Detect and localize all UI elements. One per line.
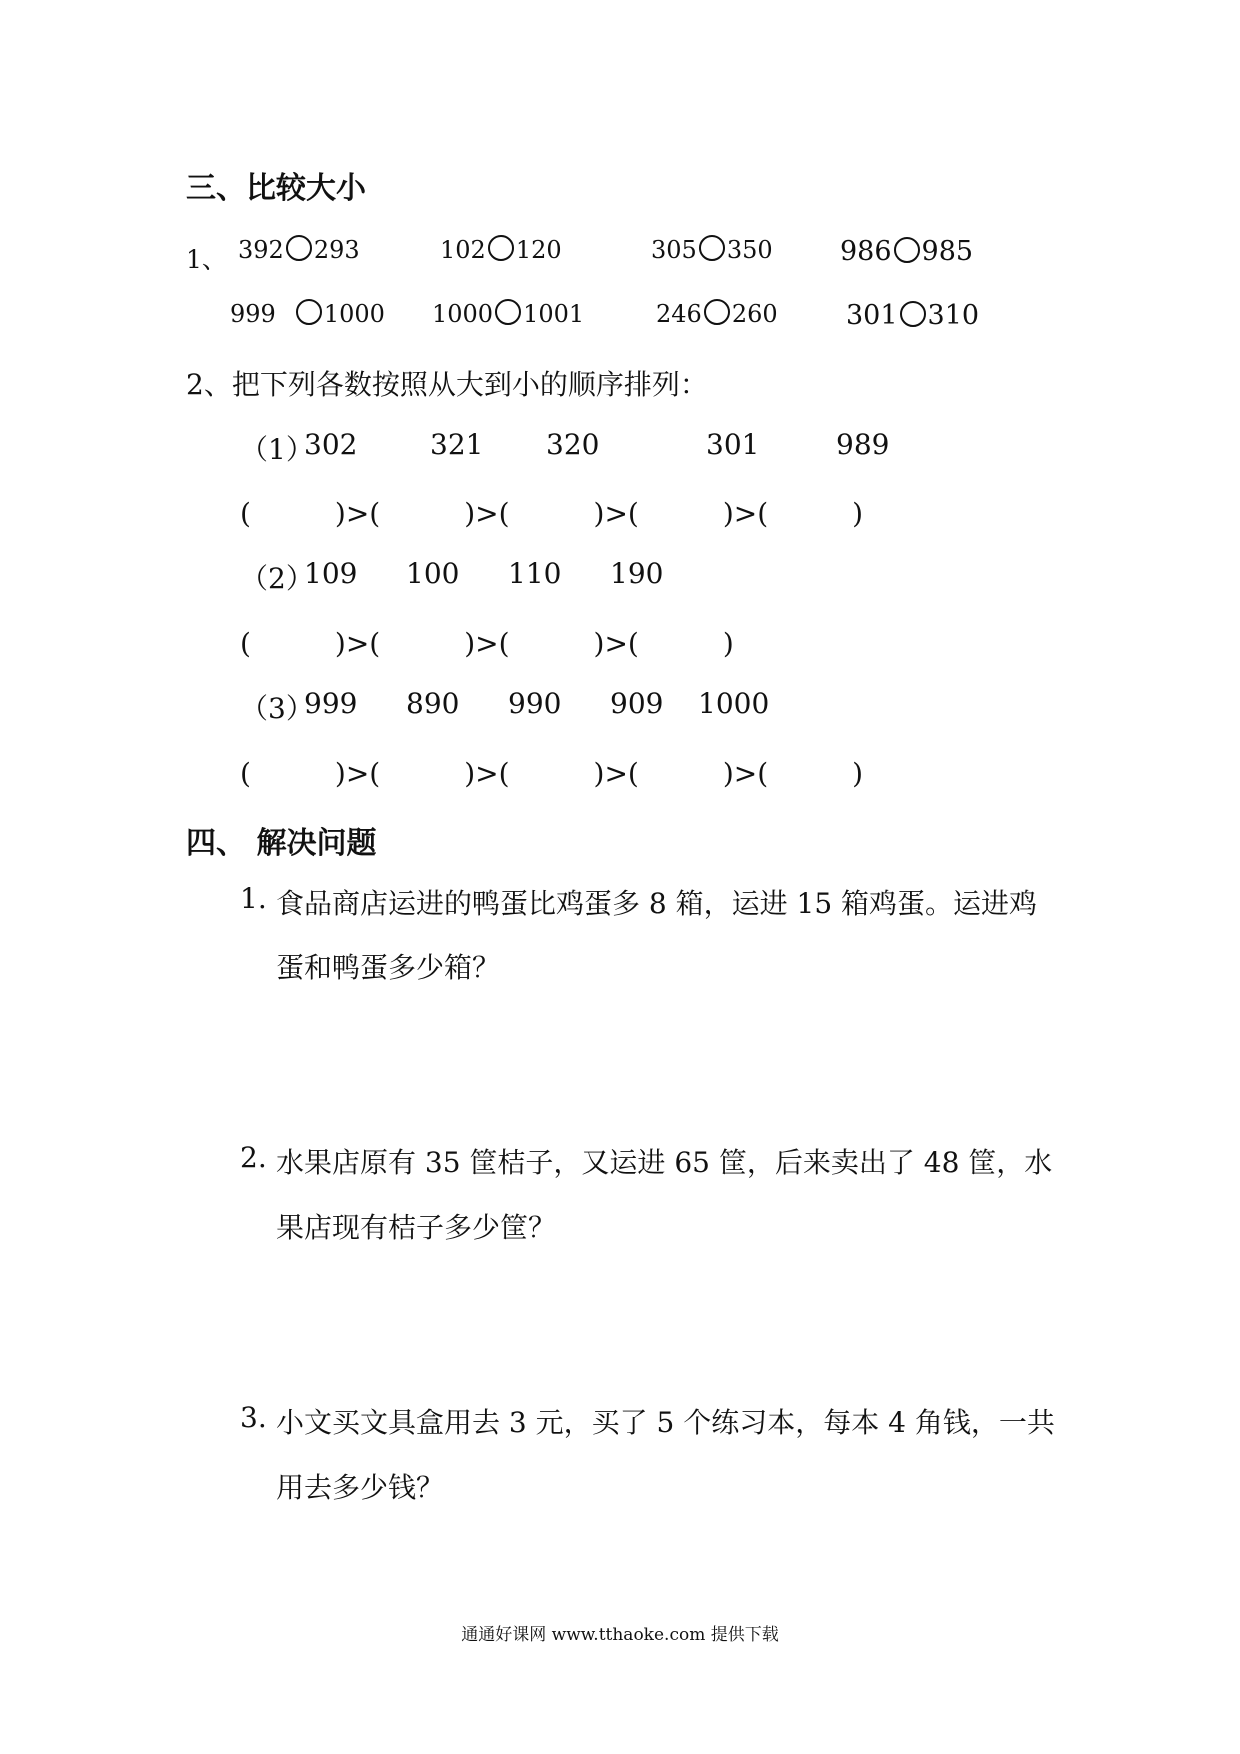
problem-2-text: 水果店原有 35 筐桔子，又运进 65 筐，后来卖出了 48 筐，水 xyxy=(276,1146,1053,1179)
question-2-title: 2、把下列各数按照从大到小的顺序排列： xyxy=(186,368,708,401)
problem-1-number: 1. xyxy=(240,882,267,915)
answer-blanks-2[interactable]: ( )>( )>( )>( ) xyxy=(240,627,734,660)
answer-circle[interactable] xyxy=(296,299,322,325)
comparison-item: 102 120 xyxy=(440,236,562,264)
problem-1-text-cont: 蛋和鸭蛋多少箱？ xyxy=(276,951,501,984)
question-1-label: 1、 xyxy=(186,245,227,274)
number-group-2: （2） 109 100 110 190 xyxy=(240,557,664,595)
problem-1-text: 食品商店运进的鸭蛋比鸡蛋多 8 箱，运进 15 箱鸡蛋。运进鸡 xyxy=(276,887,1038,920)
comparison-item: 246 260 xyxy=(656,300,778,328)
answer-blanks-1[interactable]: ( )>( )>( )>( )>( ) xyxy=(240,497,864,530)
answer-circle[interactable] xyxy=(488,235,514,261)
problem-2-number: 2. xyxy=(240,1141,267,1174)
problem-2-text-cont: 果店现有桔子多少筐？ xyxy=(276,1211,557,1244)
answer-circle[interactable] xyxy=(699,235,725,261)
answer-circle[interactable] xyxy=(495,299,521,325)
section-3-title: 三、比较大小 xyxy=(186,171,366,206)
answer-blanks-3[interactable]: ( )>( )>( )>( )>( ) xyxy=(240,757,864,790)
comparison-item: 986 985 xyxy=(840,236,974,267)
answer-circle[interactable] xyxy=(704,299,730,325)
section-4-title: 四、 解决问题 xyxy=(186,826,377,861)
number-group-3: （3） 999 890 990 909 1000 xyxy=(240,687,770,725)
answer-circle[interactable] xyxy=(894,237,920,263)
comparison-item: 999 1000 xyxy=(230,300,385,328)
comparison-item: 301 310 xyxy=(846,300,980,331)
page-footer: 通通好课网 www.tthaoke.com 提供下载 xyxy=(461,1625,779,1645)
problem-3-text: 小文买文具盒用去 3 元，买了 5 个练习本，每本 4 角钱，一共 xyxy=(276,1406,1055,1439)
answer-circle[interactable] xyxy=(900,301,926,327)
comparison-item: 1000 1001 xyxy=(432,300,585,328)
comparison-item: 305 350 xyxy=(651,236,773,264)
problem-3-text-cont: 用去多少钱？ xyxy=(276,1471,445,1504)
number-group-1: （1） 302 321 320 301 989 xyxy=(240,428,890,466)
answer-circle[interactable] xyxy=(286,235,312,261)
problem-3-number: 3. xyxy=(240,1401,267,1434)
comparison-item: 392 293 xyxy=(238,236,360,264)
